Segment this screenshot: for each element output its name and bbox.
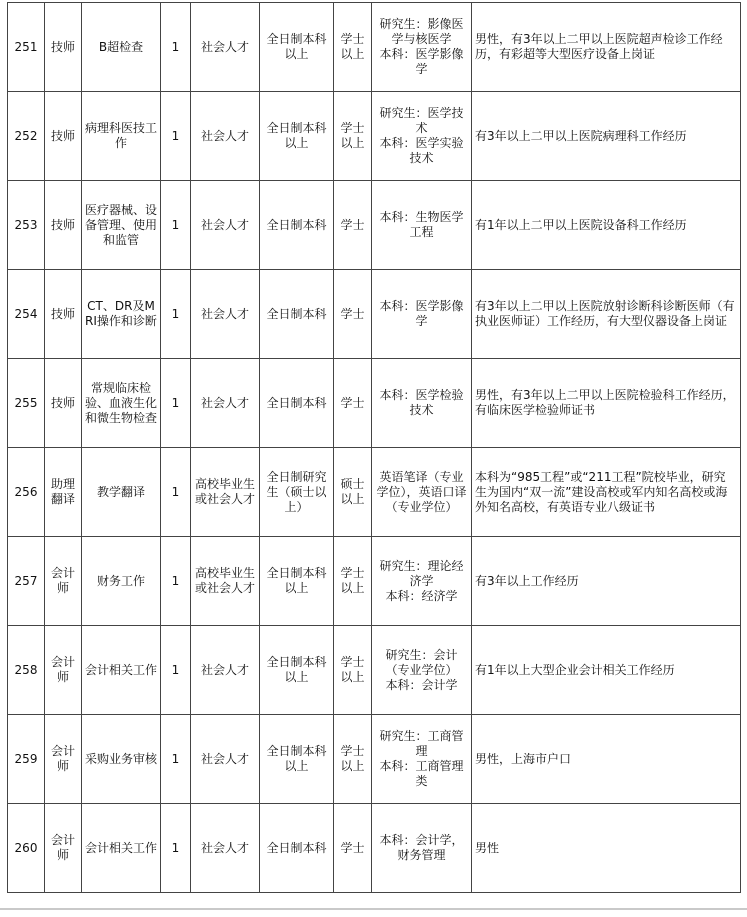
cell-degree: 学士以上 bbox=[334, 92, 372, 181]
table-row bbox=[8, 448, 741, 537]
cell-title: 技师 bbox=[45, 181, 82, 270]
table-row bbox=[8, 270, 741, 359]
cell-number: 254 bbox=[8, 270, 45, 359]
cell-source: 社会人才 bbox=[191, 359, 260, 448]
recruitment-table bbox=[7, 2, 741, 893]
cell-education: 全日制本科以上 bbox=[260, 92, 334, 181]
cell-count: 1 bbox=[161, 92, 191, 181]
cell-position: 会计相关工作 bbox=[82, 626, 161, 715]
cell-number: 255 bbox=[8, 359, 45, 448]
cell-title: 会计师 bbox=[45, 626, 82, 715]
cell-number: 259 bbox=[8, 715, 45, 804]
cell-position: 医疗器械、设备管理、使用和监管 bbox=[82, 181, 161, 270]
cell-count: 1 bbox=[161, 448, 191, 537]
cell-source: 社会人才 bbox=[191, 270, 260, 359]
cell-source: 高校毕业生或社会人才 bbox=[191, 448, 260, 537]
cell-title: 会计师 bbox=[45, 804, 82, 893]
cell-degree: 学士 bbox=[334, 270, 372, 359]
cell-title: 技师 bbox=[45, 3, 82, 92]
cell-degree: 学士以上 bbox=[334, 3, 372, 92]
cell-number: 253 bbox=[8, 181, 45, 270]
cell-count: 1 bbox=[161, 270, 191, 359]
cell-position: 财务工作 bbox=[82, 537, 161, 626]
cell-degree: 学士以上 bbox=[334, 537, 372, 626]
cell-education: 全日制本科 bbox=[260, 804, 334, 893]
table-row bbox=[8, 92, 741, 181]
cell-major: 研究生：工商管理 本科：工商管理类 bbox=[372, 715, 472, 804]
cell-degree: 学士 bbox=[334, 804, 372, 893]
cell-major: 研究生：医学技术 本科：医学实验技术 bbox=[372, 92, 472, 181]
cell-major: 本科：会计学，财务管理 bbox=[372, 804, 472, 893]
cell-major: 研究生：理论经济学 本科：经济学 bbox=[372, 537, 472, 626]
cell-education: 全日制本科以上 bbox=[260, 537, 334, 626]
cell-requirements: 男性，有3年以上二甲以上医院检验科工作经历，有临床医学检验师证书 bbox=[472, 359, 741, 448]
cell-count: 1 bbox=[161, 181, 191, 270]
cell-education: 全日制本科以上 bbox=[260, 3, 334, 92]
cell-number: 260 bbox=[8, 804, 45, 893]
cell-title: 会计师 bbox=[45, 715, 82, 804]
cell-title: 助理翻译 bbox=[45, 448, 82, 537]
cell-requirements: 本科为“985工程”或“211工程”院校毕业，研究生为国内“双一流”建设高校或军内知名高校或海外知名高校，有英语专业八级证书 bbox=[472, 448, 741, 537]
cell-source: 高校毕业生或社会人才 bbox=[191, 537, 260, 626]
cell-count: 1 bbox=[161, 359, 191, 448]
cell-number: 256 bbox=[8, 448, 45, 537]
cell-title: 会计师 bbox=[45, 537, 82, 626]
cell-education: 全日制本科以上 bbox=[260, 626, 334, 715]
cell-major: 研究生：会计（专业学位） 本科：会计学 bbox=[372, 626, 472, 715]
table-row bbox=[8, 359, 741, 448]
cell-requirements: 有3年以上二甲以上医院病理科工作经历 bbox=[472, 92, 741, 181]
cell-count: 1 bbox=[161, 537, 191, 626]
table-row bbox=[8, 537, 741, 626]
cell-source: 社会人才 bbox=[191, 181, 260, 270]
cell-degree: 学士 bbox=[334, 181, 372, 270]
cell-title: 技师 bbox=[45, 92, 82, 181]
cell-number: 251 bbox=[8, 3, 45, 92]
cell-degree: 硕士以上 bbox=[334, 448, 372, 537]
cell-degree: 学士 bbox=[334, 359, 372, 448]
bottom-divider bbox=[0, 908, 747, 910]
cell-degree: 学士以上 bbox=[334, 715, 372, 804]
cell-position: 教学翻译 bbox=[82, 448, 161, 537]
cell-position: CT、DR及MRI操作和诊断 bbox=[82, 270, 161, 359]
cell-requirements: 有1年以上大型企业会计相关工作经历 bbox=[472, 626, 741, 715]
table-row bbox=[8, 181, 741, 270]
cell-degree: 学士以上 bbox=[334, 626, 372, 715]
cell-number: 257 bbox=[8, 537, 45, 626]
cell-position: B超检查 bbox=[82, 3, 161, 92]
cell-position: 常规临床检验、血液生化和微生物检查 bbox=[82, 359, 161, 448]
cell-requirements: 男性 bbox=[472, 804, 741, 893]
cell-title: 技师 bbox=[45, 359, 82, 448]
cell-count: 1 bbox=[161, 715, 191, 804]
cell-education: 全日制本科 bbox=[260, 359, 334, 448]
cell-count: 1 bbox=[161, 804, 191, 893]
cell-number: 258 bbox=[8, 626, 45, 715]
cell-source: 社会人才 bbox=[191, 3, 260, 92]
cell-requirements: 有3年以上工作经历 bbox=[472, 537, 741, 626]
cell-education: 全日制本科以上 bbox=[260, 715, 334, 804]
cell-education: 全日制研究生（硕士以上） bbox=[260, 448, 334, 537]
cell-requirements: 男性，有3年以上二甲以上医院超声检诊工作经历，有彩超等大型医疗设备上岗证 bbox=[472, 3, 741, 92]
cell-position: 病理科医技工作 bbox=[82, 92, 161, 181]
cell-requirements: 有1年以上二甲以上医院设备科工作经历 bbox=[472, 181, 741, 270]
cell-major: 本科：医学检验技术 bbox=[372, 359, 472, 448]
recruitment-table-container bbox=[7, 2, 741, 893]
cell-source: 社会人才 bbox=[191, 626, 260, 715]
table-row bbox=[8, 804, 741, 893]
cell-source: 社会人才 bbox=[191, 715, 260, 804]
cell-title: 技师 bbox=[45, 270, 82, 359]
cell-position: 采购业务审核 bbox=[82, 715, 161, 804]
table-row bbox=[8, 3, 741, 92]
table-row bbox=[8, 626, 741, 715]
cell-position: 会计相关工作 bbox=[82, 804, 161, 893]
cell-requirements: 有3年以上二甲以上医院放射诊断科诊断医师（有执业医师证）工作经历，有大型仪器设备上岗证 bbox=[472, 270, 741, 359]
cell-major: 本科：生物医学工程 bbox=[372, 181, 472, 270]
cell-requirements: 男性，上海市户口 bbox=[472, 715, 741, 804]
table-body bbox=[8, 3, 741, 893]
cell-source: 社会人才 bbox=[191, 92, 260, 181]
cell-number: 252 bbox=[8, 92, 45, 181]
cell-education: 全日制本科 bbox=[260, 181, 334, 270]
cell-count: 1 bbox=[161, 3, 191, 92]
table-row bbox=[8, 715, 741, 804]
cell-major: 英语笔译（专业学位），英语口译（专业学位） bbox=[372, 448, 472, 537]
cell-source: 社会人才 bbox=[191, 804, 260, 893]
cell-count: 1 bbox=[161, 626, 191, 715]
cell-major: 研究生：影像医学与核医学 本科：医学影像学 bbox=[372, 3, 472, 92]
cell-education: 全日制本科 bbox=[260, 270, 334, 359]
cell-major: 本科：医学影像学 bbox=[372, 270, 472, 359]
